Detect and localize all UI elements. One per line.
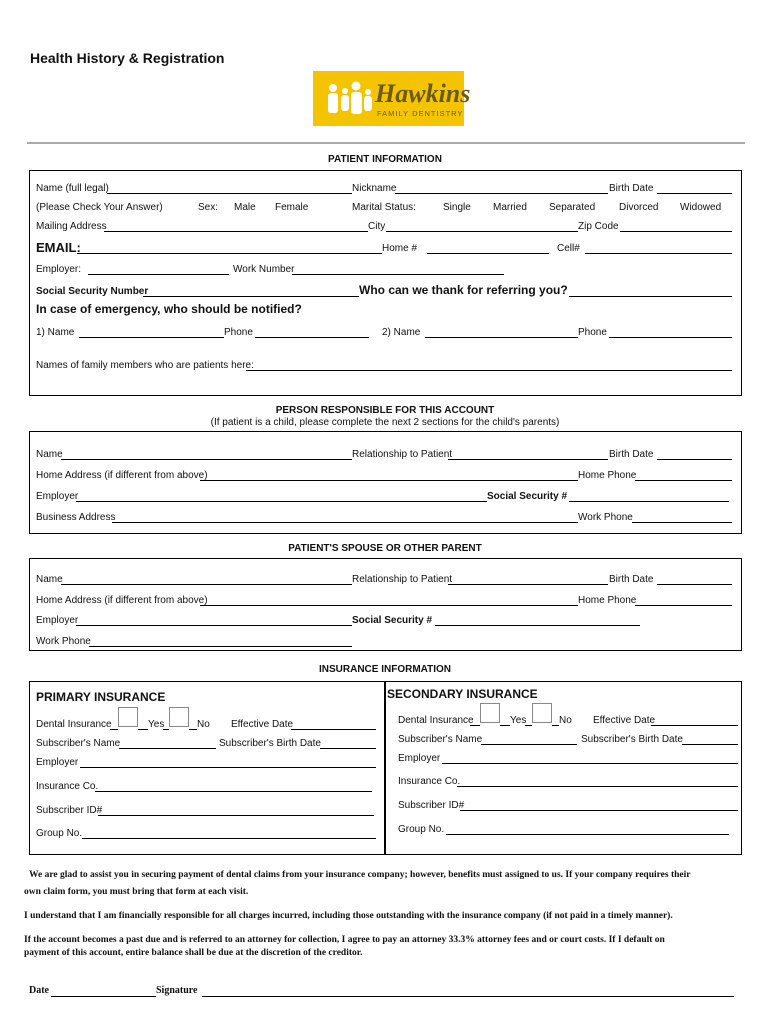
logo-tagline: FAMILY DENTISTRY: [377, 109, 464, 118]
check-note: (Please Check Your Answer): [36, 202, 163, 213]
resp-home-phone-field[interactable]: [635, 480, 732, 481]
single-option[interactable]: Single: [443, 202, 471, 213]
city-label: City: [368, 221, 386, 232]
spouse-employer-field[interactable]: [76, 625, 352, 626]
primary-sub-birth-label: Subscriber's Birth Date: [219, 738, 321, 749]
secondary-employer-field[interactable]: [442, 763, 738, 764]
primary-effective-label: Effective Date: [231, 719, 294, 730]
secondary-no-label: No: [559, 715, 572, 726]
spouse-section-heading: PATIENT'S SPOUSE OR OTHER PARENT: [288, 543, 482, 554]
primary-employer-label: Employer: [36, 757, 79, 768]
resp-employer-field[interactable]: [76, 501, 487, 502]
spouse-ssn-field[interactable]: [435, 625, 640, 626]
secondary-dental-label: Dental Insurance: [398, 715, 474, 726]
date-field[interactable]: [51, 996, 156, 997]
emergency-phone-2-label: Phone: [578, 327, 607, 338]
insurance-column-divider: [384, 682, 386, 854]
work-number-label: Work Number: [233, 264, 295, 275]
primary-group-field[interactable]: [82, 838, 376, 839]
resp-work-phone-field[interactable]: [632, 522, 732, 523]
divorced-option[interactable]: Divorced: [619, 202, 659, 213]
emergency-name-1-label: 1) Name: [36, 327, 75, 338]
secondary-yes-checkbox[interactable]: [480, 703, 500, 723]
date-label: Date: [29, 985, 49, 996]
emergency-name-2-field[interactable]: [425, 337, 578, 338]
primary-effective-field[interactable]: [291, 729, 376, 730]
secondary-dental-blank-2: [500, 725, 510, 726]
spouse-home-address-field[interactable]: [200, 605, 578, 606]
cell-field[interactable]: [585, 253, 732, 254]
spouse-name-field[interactable]: [61, 584, 352, 585]
spouse-work-phone-field[interactable]: [89, 646, 352, 647]
primary-dental-blank-4: [189, 729, 197, 730]
resp-business-address-field[interactable]: [112, 522, 578, 523]
spouse-relationship-field[interactable]: [448, 584, 608, 585]
resp-employer-label: Employer: [36, 491, 79, 502]
primary-no-checkbox[interactable]: [169, 707, 189, 727]
spouse-work-phone-label: Work Phone: [36, 636, 91, 647]
terms-paragraph-1b: own claim form, you must bring that form at each visit.: [24, 887, 249, 897]
terms-paragraph-1a: We are glad to assist you in securing payment of dental claims from your insurance company; however, benefits must assigned to us. If your company requires their: [29, 870, 691, 880]
primary-dental-blank-3: [163, 729, 169, 730]
resp-birth-date-label: Birth Date: [609, 449, 654, 460]
logo-name: Hawkins: [375, 79, 471, 108]
family-members-field[interactable]: [246, 370, 732, 371]
responsible-section-subheading: (If patient is a child, please complete the next 2 sections for the child's parents): [210, 417, 560, 428]
secondary-yes-label: Yes: [510, 715, 527, 726]
secondary-sub-birth-field[interactable]: [682, 744, 738, 745]
secondary-sub-id-label: Subscriber ID#: [398, 800, 465, 811]
terms-paragraph-3a: If the account becomes a past due and is referred to an attorney for collection, I agree to pay an attorney 33.3% attorney fees and or court costs. If I default on: [24, 935, 665, 945]
cell-label: Cell#: [557, 243, 580, 254]
secondary-group-field[interactable]: [446, 834, 729, 835]
primary-sub-name-label: Subscriber's Name: [36, 738, 121, 749]
ssn-label: Social Security Number: [36, 286, 149, 297]
primary-sub-id-field[interactable]: [98, 815, 374, 816]
male-option[interactable]: Male: [234, 202, 256, 213]
resp-name-field[interactable]: [61, 459, 352, 460]
primary-no-label: No: [197, 719, 210, 730]
secondary-sub-name-field[interactable]: [481, 744, 577, 745]
name-field[interactable]: [107, 193, 352, 194]
secondary-effective-field[interactable]: [651, 725, 738, 726]
secondary-dental-blank-1: [470, 725, 480, 726]
birth-date-label: Birth Date: [609, 183, 654, 194]
header-divider: [27, 142, 745, 144]
mailing-field[interactable]: [104, 231, 368, 232]
sex-label: Sex:: [198, 202, 219, 213]
resp-ssn-label: Social Security #: [487, 491, 568, 502]
responsible-section-heading: PERSON RESPONSIBLE FOR THIS ACCOUNT: [275, 405, 495, 416]
emergency-phone-1-label: Phone: [224, 327, 253, 338]
patient-section-heading: PATIENT INFORMATION: [328, 154, 442, 165]
primary-dental-label: Dental Insurance: [36, 719, 112, 730]
primary-sub-birth-field[interactable]: [320, 748, 376, 749]
primary-dental-blank-1: [110, 729, 118, 730]
home-phone-field[interactable]: [427, 253, 549, 254]
email-label: EMAIL:: [36, 240, 81, 255]
secondary-ins-co-field[interactable]: [457, 786, 738, 787]
spouse-birth-date-field[interactable]: [657, 584, 732, 585]
spouse-ssn-label: Social Security #: [352, 615, 433, 626]
city-field[interactable]: [386, 231, 578, 232]
spouse-home-phone-field[interactable]: [635, 605, 732, 606]
secondary-no-checkbox[interactable]: [532, 703, 552, 723]
secondary-group-label: Group No.: [398, 824, 445, 835]
emergency-name-1-field[interactable]: [79, 337, 224, 338]
female-option[interactable]: Female: [275, 202, 309, 213]
referral-field[interactable]: [569, 296, 732, 297]
emergency-name-2-label: 2) Name: [382, 327, 421, 338]
name-label: Name (full legal): [36, 183, 109, 194]
family-members-label: Names of family members who are patients here:: [36, 360, 254, 371]
spouse-relationship-label: Relationship to Patient: [352, 574, 453, 585]
spouse-birth-date-label: Birth Date: [609, 574, 654, 585]
referral-label: Who can we thank for referring you?: [359, 283, 568, 297]
secondary-sub-id-field[interactable]: [460, 810, 738, 811]
marital-label: Marital Status:: [352, 202, 416, 213]
resp-business-address-label: Business Address: [36, 512, 116, 523]
spouse-employer-label: Employer: [36, 615, 79, 626]
primary-sub-name-field[interactable]: [119, 748, 216, 749]
primary-group-label: Group No.: [36, 828, 83, 839]
primary-ins-co-label: Insurance Co.: [36, 781, 99, 792]
terms-paragraph-3b: payment of this account, entire balance shall be due at the discretion of the creditor.: [24, 948, 363, 958]
insurance-section-heading: INSURANCE INFORMATION: [318, 664, 452, 675]
separated-option[interactable]: Separated: [549, 202, 596, 213]
emergency-phone-1-field[interactable]: [255, 337, 369, 338]
primary-dental-blank-2: [138, 729, 148, 730]
home-phone-label: Home #: [382, 243, 418, 254]
resp-relationship-label: Relationship to Patient: [352, 449, 453, 460]
signature-field[interactable]: [202, 996, 734, 997]
birth-date-field[interactable]: [657, 193, 732, 194]
employer-field[interactable]: [88, 274, 229, 275]
secondary-sub-name-label: Subscriber's Name: [398, 734, 483, 745]
page-title: Health History & Registration: [30, 50, 225, 66]
zip-field[interactable]: [620, 231, 732, 232]
resp-work-phone-label: Work Phone: [578, 512, 633, 523]
responsible-box: [29, 431, 742, 534]
resp-name-label: Name: [36, 449, 63, 460]
primary-ins-co-field[interactable]: [95, 791, 372, 792]
nickname-field[interactable]: [395, 193, 608, 194]
ssn-field[interactable]: [143, 296, 359, 297]
resp-home-address-field[interactable]: [200, 480, 578, 481]
resp-home-phone-label: Home Phone: [578, 470, 637, 481]
spouse-name-label: Name: [36, 574, 63, 585]
primary-yes-label: Yes: [148, 719, 165, 730]
secondary-dental-blank-3: [525, 725, 532, 726]
resp-birth-date-field[interactable]: [657, 459, 732, 460]
secondary-dental-blank-4: [552, 725, 559, 726]
resp-ssn-field[interactable]: [569, 501, 729, 502]
zip-label: Zip Code: [578, 221, 619, 232]
secondary-effective-label: Effective Date: [593, 715, 656, 726]
emergency-heading: In case of emergency, who should be notified?: [36, 302, 302, 316]
employer-label: Employer:: [36, 264, 82, 275]
emergency-phone-2-field[interactable]: [609, 337, 732, 338]
resp-home-address-label: Home Address (if different from above): [36, 470, 208, 481]
work-number-field[interactable]: [292, 274, 504, 275]
primary-insurance-heading: PRIMARY INSURANCE: [36, 690, 166, 704]
secondary-insurance-heading: SECONDARY INSURANCE: [387, 687, 538, 701]
married-option[interactable]: Married: [493, 202, 527, 213]
widowed-option[interactable]: Widowed: [680, 202, 722, 213]
primary-yes-checkbox[interactable]: [118, 707, 138, 727]
primary-employer-field[interactable]: [80, 767, 376, 768]
spouse-home-phone-label: Home Phone: [578, 595, 637, 606]
terms-paragraph-2: I understand that I am financially responsible for all charges incurred, including those outstanding with the insurance company (if not paid in a timely manner).: [24, 911, 673, 921]
email-field[interactable]: [77, 253, 382, 254]
signature-label: Signature: [156, 985, 198, 996]
secondary-ins-co-label: Insurance Co.: [398, 776, 461, 787]
primary-sub-id-label: Subscriber ID#: [36, 805, 103, 816]
secondary-sub-birth-label: Subscriber's Birth Date: [581, 734, 683, 745]
hawkins-logo: [313, 71, 471, 126]
secondary-employer-label: Employer: [398, 753, 441, 764]
spouse-home-address-label: Home Address (if different from above): [36, 595, 208, 606]
mailing-label: Mailing Address: [36, 221, 107, 232]
resp-relationship-field[interactable]: [448, 459, 608, 460]
nickname-label: Nickname: [352, 183, 397, 194]
